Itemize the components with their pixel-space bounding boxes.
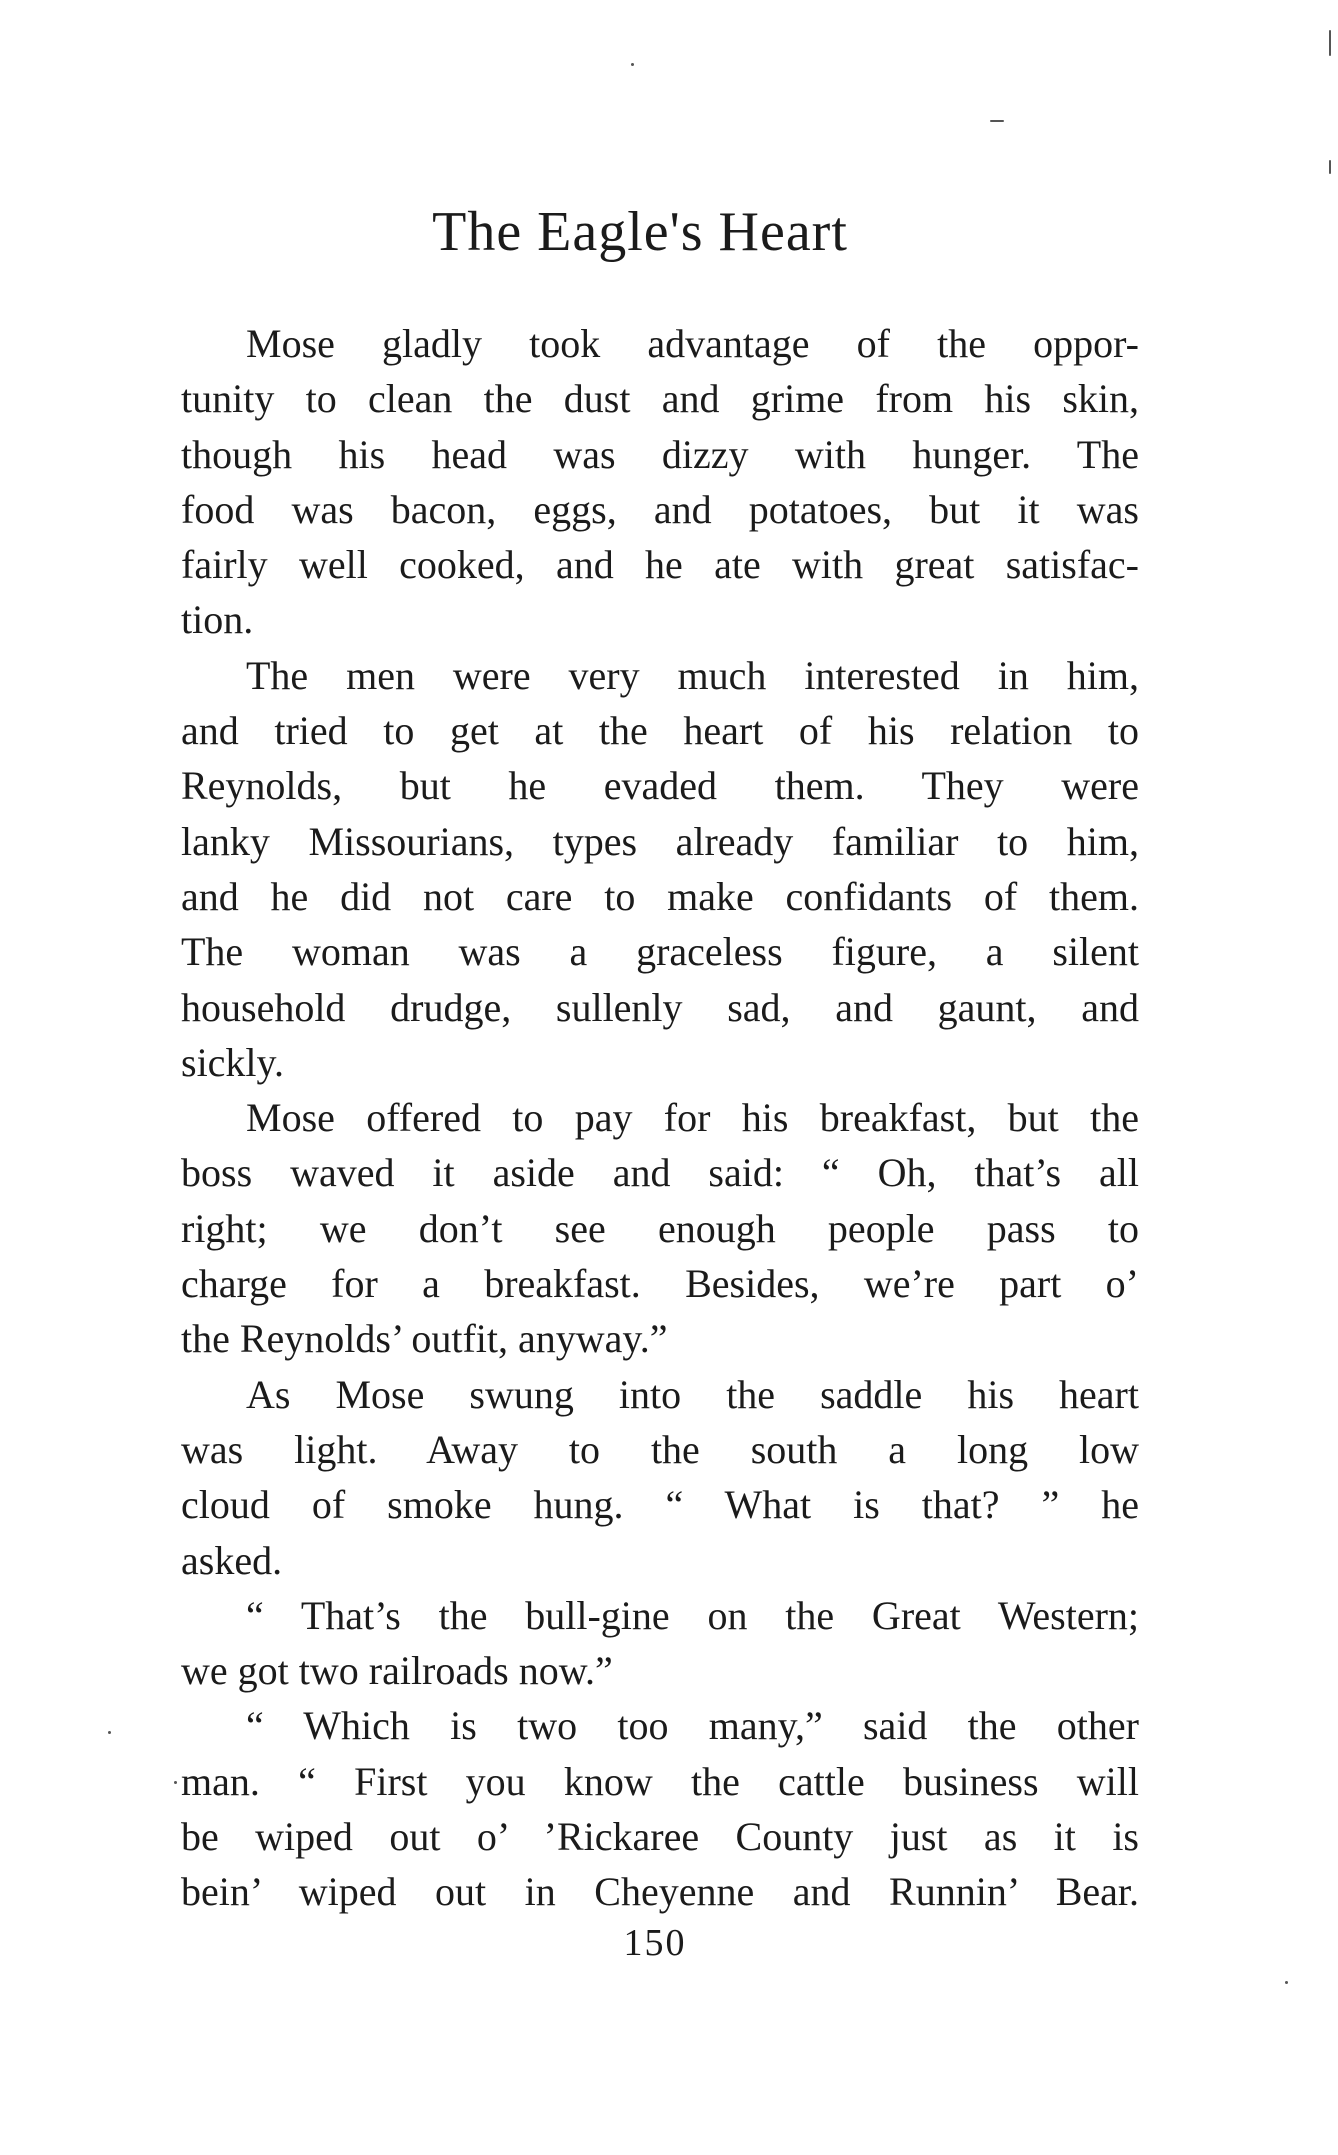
text-line: The woman was a graceless figure, a silent xyxy=(181,929,1139,975)
text-line: food was bacon, eggs, and potatoes, but it was xyxy=(181,486,1139,532)
text-line: lanky Missourians, types already familiar to him, xyxy=(181,818,1139,864)
scan-speck xyxy=(1285,1981,1288,1984)
text-line: asked. xyxy=(181,1537,283,1583)
text-line: Mose gladly took advantage of the oppor- xyxy=(246,321,1139,366)
text-line: we got two railroads now.” xyxy=(181,1648,613,1694)
scan-speck xyxy=(174,1781,177,1784)
text-line: sickly. xyxy=(181,1039,284,1085)
text-line: right; we don’t see enough people pass to xyxy=(181,1205,1139,1251)
text-line: “ Which is two too many,” said the other xyxy=(246,1703,1139,1749)
text-line: boss waved it aside and said: “ Oh, that’s all xyxy=(181,1150,1139,1196)
text-line: charge for a breakfast. Besides, we’re part o’ xyxy=(181,1261,1139,1307)
text-line: “ That’s the bull-gine on the Great Western; xyxy=(246,1592,1139,1638)
scan-speck xyxy=(1329,30,1331,56)
text-line: though his head was dizzy with hunger. The xyxy=(181,431,1139,477)
text-line: fairly well cooked, and he ate with great satisfac- xyxy=(181,542,1139,588)
text-line: cloud of smoke hung. “ What is that? ” he xyxy=(181,1482,1139,1528)
text-line: As Mose swung into the saddle his heart xyxy=(246,1371,1139,1417)
text-line: household drudge, sullenly sad, and gaunt, and xyxy=(181,984,1139,1030)
page-number: 150 xyxy=(623,1922,687,1964)
scan-speck xyxy=(108,1731,111,1734)
running-head: The Eagle's Heart xyxy=(432,201,848,263)
text-line: The men were very much interested in him, xyxy=(246,652,1139,698)
scan-speck xyxy=(990,120,1004,122)
scan-speck xyxy=(1329,160,1331,174)
body-text xyxy=(181,316,1139,1920)
text-line: tunity to clean the dust and grime from his skin, xyxy=(181,376,1139,422)
text-line: bein’ wiped out in Cheyenne and Runnin’ Bear. xyxy=(181,1869,1139,1915)
text-line: and tried to get at the heart of his relation to xyxy=(181,708,1139,754)
text-line: and he did not care to make confidants of them. xyxy=(181,873,1139,919)
text-line: was light. Away to the south a long low xyxy=(181,1426,1139,1472)
text-line: Mose offered to pay for his breakfast, but the xyxy=(246,1095,1139,1141)
text-line: tion. xyxy=(181,597,254,643)
text-line: be wiped out o’ ’Rickaree County just as it is xyxy=(181,1814,1139,1860)
text-line: Reynolds, but he evaded them. They were xyxy=(181,763,1139,809)
text-line: man. “ First you know the cattle business will xyxy=(181,1758,1139,1804)
text-line: the Reynolds’ outfit, anyway.” xyxy=(181,1316,668,1362)
scan-speck xyxy=(631,63,634,66)
